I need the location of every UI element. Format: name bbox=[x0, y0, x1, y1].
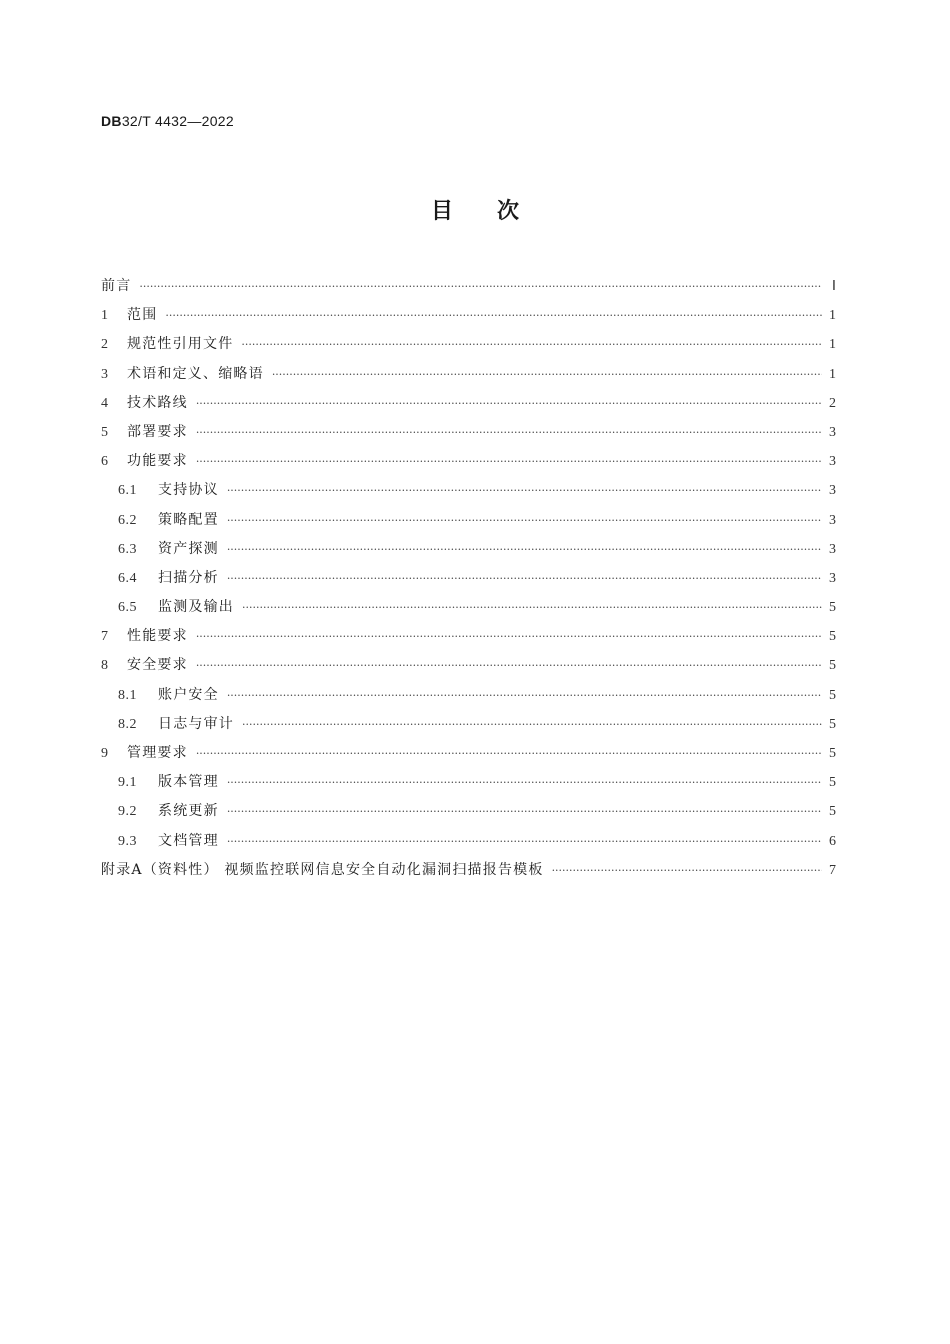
toc-entry-label: 部署要求 bbox=[127, 423, 188, 440]
toc-entry-label: 文档管理 bbox=[158, 832, 219, 849]
toc-entry-number: 6.3 bbox=[118, 541, 137, 557]
toc-entry[interactable] bbox=[101, 710, 836, 739]
toc-dot-leader bbox=[196, 418, 822, 447]
toc-entry-page: 1 bbox=[829, 337, 836, 353]
toc-dot-leader bbox=[227, 797, 822, 826]
toc-entry-number: 5 bbox=[101, 424, 109, 440]
toc-entry-page: 3 bbox=[829, 483, 836, 499]
toc-dot-leader bbox=[272, 360, 822, 389]
toc-entry-label: 策略配置 bbox=[158, 511, 219, 528]
toc-dot-leader bbox=[227, 476, 822, 505]
toc-entry-number: 7 bbox=[101, 629, 109, 645]
toc-entry-label: 管理要求 bbox=[127, 745, 188, 761]
toc-entry-page: 6 bbox=[829, 833, 836, 849]
toc-entry[interactable] bbox=[101, 447, 836, 476]
toc-entry-number: 6.2 bbox=[118, 512, 137, 528]
toc-entry-page: 5 bbox=[829, 746, 836, 761]
toc-entry-label: 技术路线 bbox=[127, 394, 188, 411]
toc-title: 目次 bbox=[430, 199, 563, 224]
toc-dot-leader bbox=[227, 564, 822, 593]
toc-entry[interactable] bbox=[101, 622, 836, 651]
toc-entry-label: 版本管理 bbox=[158, 774, 219, 791]
toc-entry[interactable] bbox=[101, 827, 836, 856]
toc-entry[interactable] bbox=[101, 272, 836, 301]
toc-entry-page: 5 bbox=[829, 804, 836, 820]
toc-entry-number: 9.1 bbox=[118, 775, 137, 791]
toc-entry-label: 账户安全 bbox=[158, 686, 219, 703]
toc-entry-number: 9 bbox=[101, 746, 109, 761]
toc-entry-page: 3 bbox=[829, 570, 836, 586]
toc-entry-label: 资产探测 bbox=[158, 540, 219, 557]
toc-entry-page: 1 bbox=[829, 366, 836, 382]
toc-dot-leader bbox=[227, 768, 822, 797]
toc-entry-label: 功能要求 bbox=[127, 453, 188, 470]
document-code bbox=[101, 113, 234, 129]
toc-entry-page: Ⅰ bbox=[831, 279, 836, 294]
toc-dot-leader bbox=[196, 447, 822, 476]
toc-entry-label: 监测及输出 bbox=[158, 599, 234, 616]
toc-dot-leader bbox=[196, 389, 822, 418]
toc-entry-page: 5 bbox=[829, 600, 836, 616]
toc-entry-number: 6.4 bbox=[118, 570, 137, 586]
toc-entry-label: 性能要求 bbox=[127, 628, 188, 645]
toc-entry[interactable] bbox=[101, 506, 836, 535]
toc-entry-page: 3 bbox=[829, 454, 836, 470]
toc-entry-number: 1 bbox=[101, 308, 109, 324]
toc-dot-leader bbox=[242, 710, 822, 739]
toc-entry[interactable] bbox=[101, 768, 836, 797]
document-code-number: 32/T 4432—2022 bbox=[121, 113, 234, 129]
toc-dot-leader bbox=[227, 681, 822, 710]
toc-dot-leader bbox=[242, 593, 822, 622]
toc-entry[interactable] bbox=[101, 651, 836, 680]
toc-dot-leader bbox=[139, 272, 822, 301]
toc-entry-number: 8.2 bbox=[118, 716, 137, 732]
toc-entry-number: 4 bbox=[101, 395, 109, 411]
toc-entry-page: 5 bbox=[829, 629, 836, 645]
toc-entry-page: 5 bbox=[829, 687, 836, 703]
document-code-prefix: DB bbox=[101, 113, 122, 129]
toc-dot-leader bbox=[165, 301, 822, 330]
toc-entry[interactable] bbox=[101, 681, 836, 710]
toc-entry-number: 8 bbox=[101, 658, 109, 674]
toc-entry[interactable] bbox=[101, 856, 836, 885]
toc-entry-number: 2 bbox=[101, 337, 109, 353]
table-of-contents bbox=[101, 272, 836, 885]
toc-entry-page: 2 bbox=[829, 395, 836, 411]
toc-entry[interactable] bbox=[101, 389, 836, 418]
toc-entry-page: 7 bbox=[829, 862, 836, 878]
toc-entry-number: 9.3 bbox=[118, 833, 137, 849]
toc-entry-label: 安全要求 bbox=[127, 657, 188, 674]
toc-entry-number: 8.1 bbox=[118, 687, 137, 703]
toc-entry-page: 5 bbox=[829, 716, 836, 732]
toc-dot-leader bbox=[552, 856, 822, 885]
toc-entry-label: 术语和定义、缩略语 bbox=[127, 365, 264, 382]
toc-entry-label: 扫描分析 bbox=[158, 569, 219, 586]
toc-dot-leader bbox=[196, 651, 822, 680]
toc-entry-page: 5 bbox=[829, 658, 836, 674]
toc-dot-leader bbox=[196, 739, 822, 768]
toc-entry[interactable] bbox=[101, 739, 836, 768]
toc-entry-label: 前言 bbox=[101, 278, 132, 294]
toc-entry-number: 3 bbox=[101, 366, 109, 382]
toc-entry-page: 3 bbox=[829, 541, 836, 557]
toc-entry[interactable] bbox=[101, 797, 836, 826]
toc-entry[interactable] bbox=[101, 535, 836, 564]
toc-entry-number: 6.1 bbox=[118, 483, 137, 499]
toc-entry[interactable] bbox=[101, 418, 836, 447]
toc-entry-page: 3 bbox=[829, 512, 836, 528]
toc-entry-label: 范围 bbox=[127, 307, 158, 324]
toc-dot-leader bbox=[227, 535, 822, 564]
toc-entry[interactable] bbox=[101, 593, 836, 622]
toc-dot-leader bbox=[227, 506, 822, 535]
toc-dot-leader bbox=[241, 330, 822, 359]
toc-entry-label: 系统更新 bbox=[158, 803, 219, 820]
toc-entry[interactable] bbox=[101, 301, 836, 330]
toc-entry[interactable] bbox=[101, 476, 836, 505]
toc-entry-number: 6.5 bbox=[118, 600, 137, 616]
toc-entry-label: 支持协议 bbox=[158, 482, 219, 499]
toc-dot-leader bbox=[227, 827, 822, 856]
toc-entry[interactable] bbox=[101, 330, 836, 359]
toc-dot-leader bbox=[196, 622, 822, 651]
toc-entry[interactable] bbox=[101, 360, 836, 389]
toc-entry-label: 附录A（资料性） 视频监控联网信息安全自动化漏洞扫描报告模板 bbox=[101, 861, 544, 878]
toc-entry-page: 5 bbox=[829, 775, 836, 791]
toc-entry-page: 3 bbox=[829, 424, 836, 440]
toc-entry-label: 规范性引用文件 bbox=[127, 336, 234, 353]
toc-entry-page: 1 bbox=[829, 308, 836, 324]
toc-entry-label: 日志与审计 bbox=[158, 715, 234, 732]
toc-entry-number: 6 bbox=[101, 454, 109, 470]
toc-entry[interactable] bbox=[101, 564, 836, 593]
toc-entry-number: 9.2 bbox=[118, 804, 137, 820]
